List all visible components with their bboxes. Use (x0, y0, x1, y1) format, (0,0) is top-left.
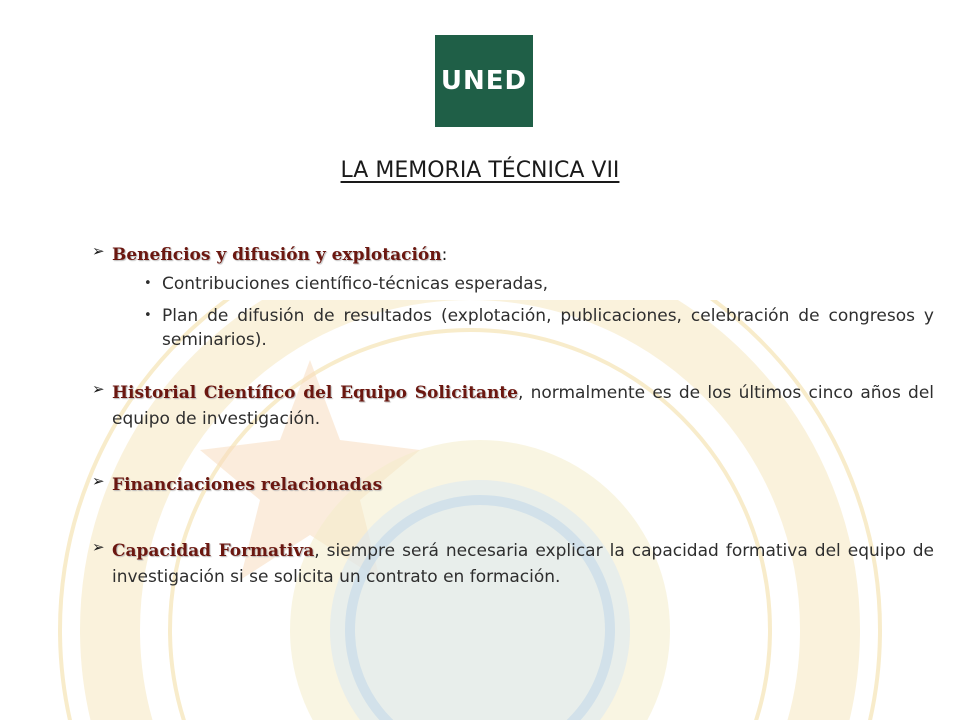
section-suffix: , siempre será necesaria explicar la capacidad formativa del equipo de investigación si se solicita un contrato en formación. (112, 541, 934, 587)
arrow-bullet-icon: ➢ (92, 242, 105, 260)
list-item-text: Plan de difusión de resultados (explotación, publicaciones, celebración de congresos y seminarios). (162, 306, 934, 350)
section-heading: Capacidad Formativa (112, 541, 315, 561)
section-heading: Historial Científico del Equipo Solicitante (112, 383, 518, 403)
logo-text: UNED (440, 66, 528, 96)
slide-content (92, 242, 934, 590)
uned-logo (435, 35, 533, 127)
section-heading-line (92, 472, 934, 498)
section-historial (92, 380, 934, 432)
section-heading-line (92, 242, 934, 268)
section-heading-line (92, 538, 934, 590)
section-financiaciones (92, 472, 934, 498)
arrow-bullet-icon: ➢ (92, 380, 105, 398)
bullet-dot-icon: • (144, 276, 152, 291)
list-item (144, 272, 934, 296)
section-heading-line (92, 380, 934, 432)
page-title: LA MEMORIA TÉCNICA VII (340, 158, 620, 183)
section-heading: Financiaciones relacionadas (112, 475, 383, 495)
section-suffix: , normalmente es de los últimos cinco años del equipo de investigación. (112, 383, 935, 429)
sub-bullet-list (92, 272, 934, 352)
section-suffix: : (441, 245, 448, 265)
bullet-dot-icon: • (144, 308, 152, 323)
section-heading: Beneficios y difusión y explotación (112, 245, 442, 265)
list-item-text: Contribuciones científico-técnicas esperadas, (162, 274, 548, 294)
arrow-bullet-icon: ➢ (92, 538, 105, 556)
section-capacidad (92, 538, 934, 590)
list-item (144, 304, 934, 352)
arrow-bullet-icon: ➢ (92, 472, 105, 490)
section-beneficios (92, 242, 934, 352)
